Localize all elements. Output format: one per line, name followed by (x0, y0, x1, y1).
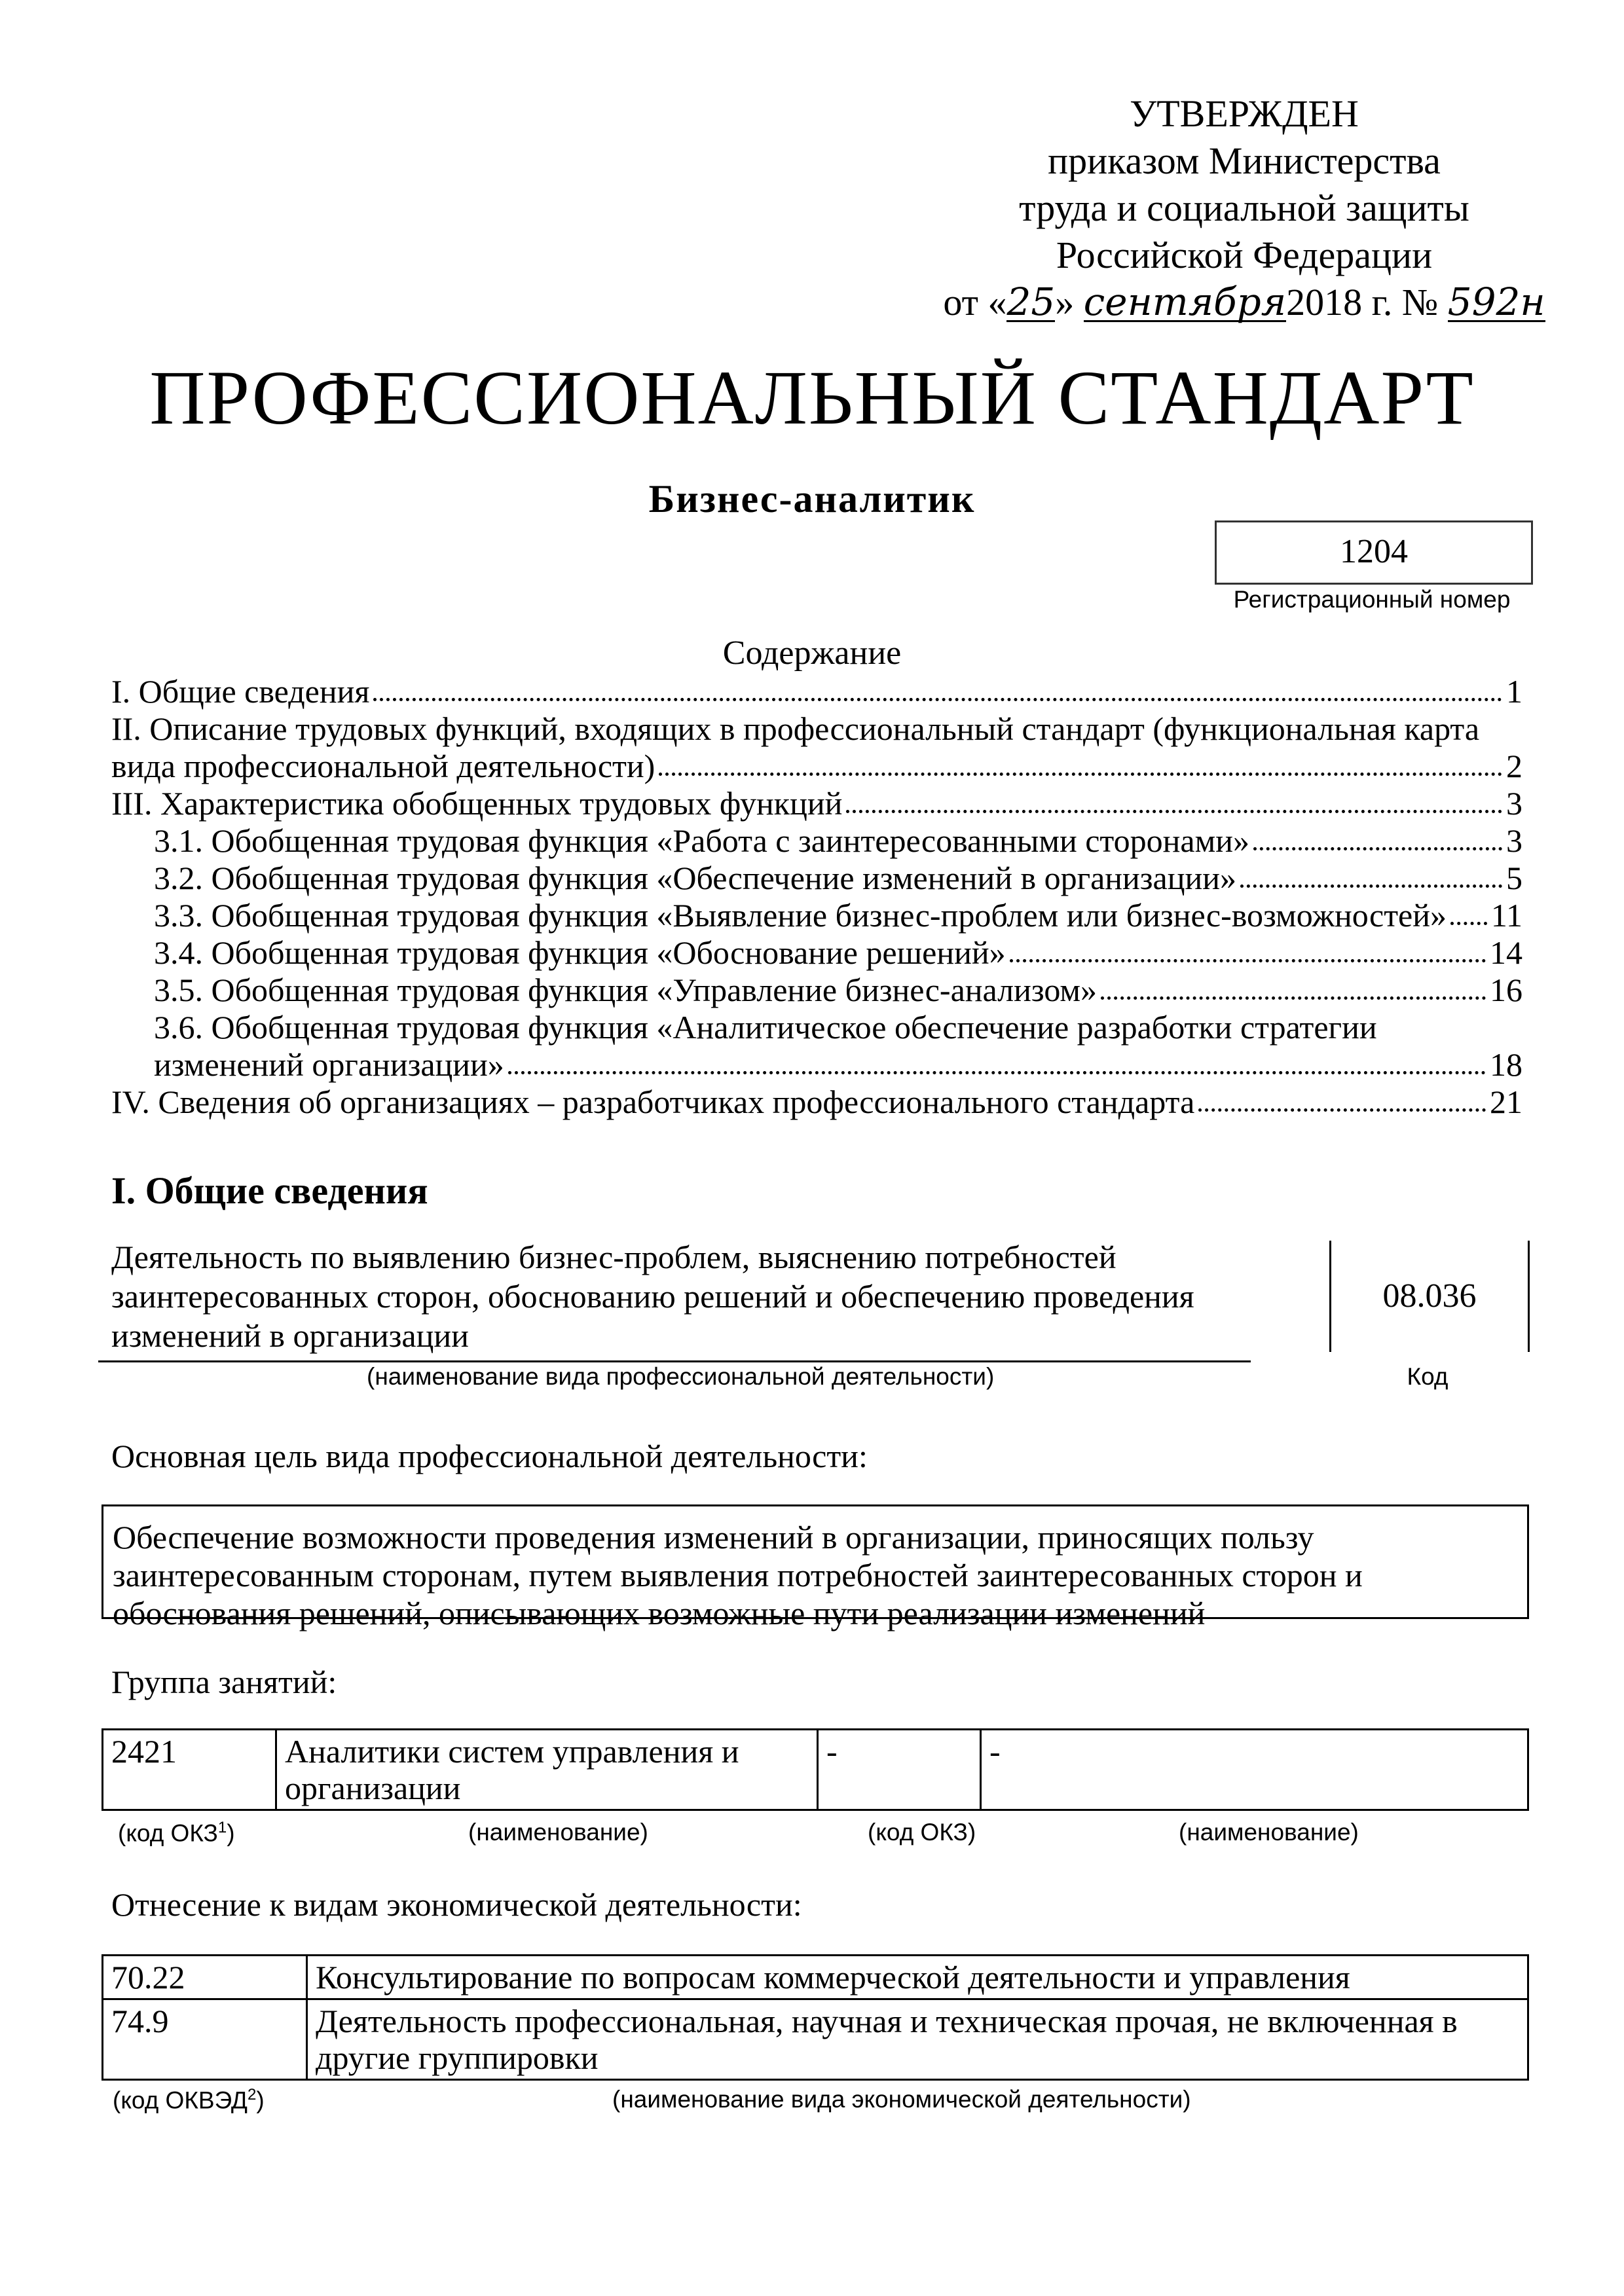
group-label: Группа занятий: (111, 1664, 337, 1700)
table-row (103, 1999, 1528, 2080)
activity-name: Деятельность по выявлению бизнес-проблем, выяснению потребностей заинтересованных сторон, обоснованию решений и обеспечению проведения изменений в организации (111, 1239, 1194, 1354)
date-month-handwritten: сентября (1083, 280, 1287, 324)
toc-item[interactable]: 3.5. Обобщенная трудовая функция «Управление бизнес-анализом» 16 (154, 972, 1522, 1008)
toc-item[interactable]: 3.3. Обобщенная трудовая функция «Выявление бизнес-проблем или бизнес-возможностей» 11 (154, 897, 1522, 934)
group-caption-name: (наименование) (468, 1819, 648, 1846)
okz-name-cell: Аналитики систем управления и организации (276, 1730, 818, 1810)
okz-code-cell: 2421 (103, 1730, 276, 1810)
approval-line-4: Российской Федерации (1056, 234, 1433, 276)
table-row (103, 1956, 1528, 1999)
goal-box: Обеспечение возможности проведения изменений в организации, приносящих пользу заинтересованным сторонам, путем выявления потребностей заинтересованных сторон и обоснования решений, описывающих возможные пути реализации изменений (101, 1504, 1529, 1619)
okved-code-cell: 70.22 (103, 1956, 307, 1999)
econ-caption-code: (код ОКВЭД$^2$) (113, 2086, 265, 2114)
economic-activity-table (101, 1954, 1529, 2081)
table-of-contents (111, 673, 1522, 1121)
toc-heading: Содержание (722, 634, 902, 672)
toc-item[interactable]: II. Описание трудовых функций, входящих в профессиональный стандарт (функциональная карта (111, 710, 1480, 747)
date-mid: » (1055, 281, 1075, 323)
toc-item[interactable]: III. Характеристика обобщенных трудовых функций 3 (111, 785, 1522, 822)
group-caption-okz-code-2: (код ОКЗ) (868, 1819, 976, 1846)
toc-item[interactable]: 3.1. Обобщенная трудовая функция «Работа с заинтересованными сторонами» 3 (154, 822, 1522, 859)
okz-code-cell-2: - (818, 1730, 981, 1810)
toc-item[interactable]: I. Общие сведения 1 (111, 673, 1522, 710)
toc-item-continuation[interactable]: вида профессиональной деятельности) 2 (111, 748, 1522, 784)
group-caption-okz-code: (код ОКЗ$^1$) (118, 1819, 235, 1847)
date-day-handwritten: 25 (1006, 280, 1056, 324)
approval-line-1: УТВЕРЖДЕН (1130, 92, 1359, 135)
econ-label: Отнесение к видам экономической деятельности: (111, 1886, 802, 1923)
date-prefix: от « (943, 281, 1007, 323)
approval-line-2: приказом Министерства (1048, 139, 1441, 182)
table-row (103, 1730, 1528, 1810)
document-title: ПРОФЕССИОНАЛЬНЫЙ СТАНДАРТ (149, 355, 1475, 441)
approval-block (943, 90, 1545, 326)
group-caption-name-2: (наименование) (1179, 1819, 1359, 1846)
okved-name-cell: Консультирование по вопросам коммерческой деятельности и управления (307, 1956, 1528, 1999)
activity-caption: (наименование вида профессиональной деятельности) (367, 1363, 995, 1390)
toc-item-continuation[interactable]: изменений организации» 18 (154, 1046, 1522, 1083)
approval-line-3: труда и социальной защиты (1019, 187, 1469, 229)
toc-item[interactable]: 3.4. Обобщенная трудовая функция «Обоснование решений» 14 (154, 934, 1522, 971)
section-heading: I. Общие сведения (111, 1169, 428, 1212)
document-subtitle: Бизнес-аналитик (648, 477, 976, 520)
approval-date-line (943, 279, 1545, 326)
activity-underline (98, 1360, 1251, 1362)
toc-item[interactable]: 3.6. Обобщенная трудовая функция «Аналитическое обеспечение разработки стратегии (154, 1009, 1377, 1046)
registration-number-label: Регистрационный номер (1233, 586, 1511, 613)
activity-code-box: 08.036 (1329, 1241, 1530, 1352)
activity-code-caption: Код (1407, 1363, 1449, 1390)
econ-caption-name: (наименование вида экономической деятельности) (612, 2086, 1191, 2113)
occupation-group-table (101, 1728, 1529, 1811)
okved-name-cell: Деятельность профессиональная, научная и техническая прочая, не включенная в другие группировки (307, 1999, 1528, 2080)
date-year: 2018 г. № (1286, 281, 1439, 323)
okz-name-cell-2: - (981, 1730, 1528, 1810)
okved-code-cell: 74.9 (103, 1999, 307, 2080)
toc-item[interactable]: IV. Сведения об организациях – разработчиках профессионального стандарта 21 (111, 1084, 1522, 1120)
registration-number-box: 1204 (1215, 520, 1533, 585)
toc-item[interactable]: 3.2. Обобщенная трудовая функция «Обеспечение изменений в организации» 5 (154, 860, 1522, 896)
goal-label: Основная цель вида профессиональной деятельности: (111, 1438, 868, 1474)
order-number-handwritten: 592н (1447, 280, 1545, 324)
